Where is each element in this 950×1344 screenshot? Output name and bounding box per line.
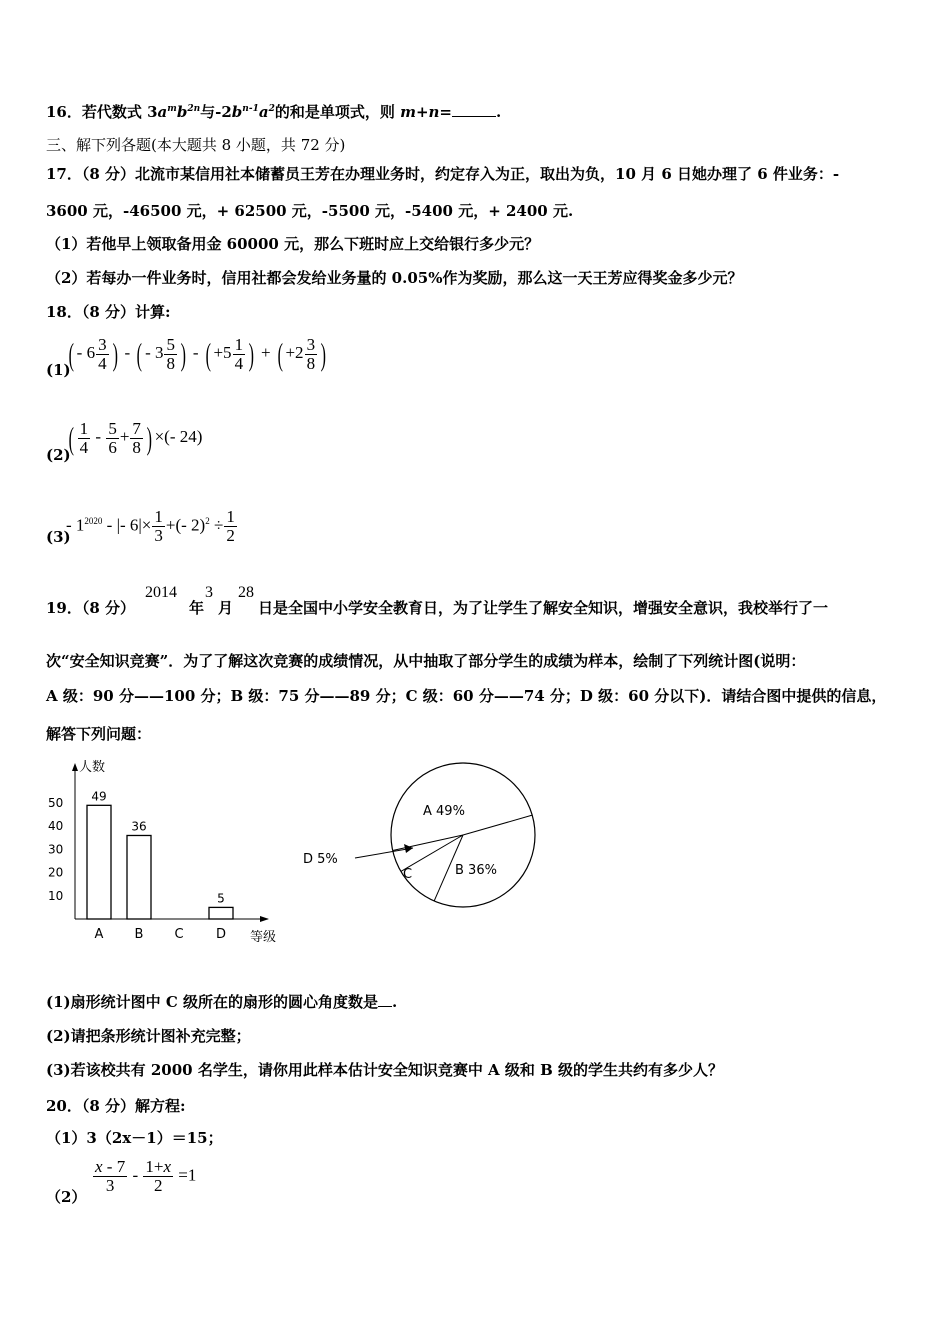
q17-line2: 3600 元，-46500 元，+ 62500 元，-5500 元，-5400 元，+ 2400 元. [46,202,574,220]
q19-day: 28 [238,584,254,601]
q19-date [145,584,177,602]
pie-label-b: B 36% [455,863,497,878]
q16-text-c: 的和是单项式，则 [274,103,401,121]
pie-label-d: D 5% [303,852,338,867]
q19-sub3: (3)若该校共有 2000 名学生，请你用此样本估计安全知识竞赛中 A 级和 B 级的学生共约有多少人？ [46,1061,724,1079]
bar-value-label: 49 [91,789,107,804]
q16-mn: m+n= [400,103,452,121]
y-tick-label: 20 [48,865,64,880]
x-tick-label: C [174,927,184,942]
bar-value-label: 36 [131,819,147,834]
q19-line4: 解答下列问题： [46,725,152,743]
section-3-heading: 三、解下列各题(本大题共 8 小题，共 72 分) [46,136,346,154]
pie-label-a: A 49% [423,804,465,819]
q20-sub2-label: （2） [46,1188,87,1206]
q17-sub1: （1）若他早上领取备用金 60000 元，那么下班时应上交给银行多少元？ [46,235,540,253]
x-tick-label: A [94,927,104,942]
q19-sub2: (2)请把条形统计图补充完整； [46,1027,251,1045]
pie-label-c: C [403,867,413,882]
q20-equation-2: $\frac{x - 7}{3}$ - $\frac{1+x}{2}$ =1 [95,1157,197,1195]
y-axis-arrow-icon [72,763,78,771]
bar-chart [40,755,290,950]
bar-value-label: 5 [217,891,225,906]
q16-line: 16．若代数式 $3a^mb^{2n}$与$-2b^{n-1}a^2$的和是单项式，则 m+n= . [46,103,502,121]
q20-sub1: （1）3（2x－1）＝15； [46,1129,223,1147]
q16-text-a: 若代数式 3 [81,103,158,121]
y-axis-label: 人数 [79,760,106,775]
q18-label-3: (3) [46,528,71,546]
q18-expression-1: ( - 6 $\frac{3}{4}$ ) - ( - 3 $\frac{5}{8}$ ) - ( +5 $\frac{1}{4}$ ) + ( +2 $\frac{3}{8}$ ) [68,334,327,373]
q18-expression-3: - $1^{2020}$ - |- 6|× $\frac{1}{3}$ +(- 2)$^2$ ÷ $\frac{1}{2}$ [66,507,235,545]
y-tick-label: 40 [48,819,64,834]
pie-chart [295,760,555,920]
y-tick-label: 10 [48,888,64,903]
bar-B [127,835,151,919]
q19-sub1-blank[interactable] [378,992,392,1007]
q19-line3: A 级：90 分——100 分；B 级：75 分——89 分；C 级：60 分——74 分；D 级：60 分以下)．请结合图中提供的信息， [46,687,887,705]
x-axis-arrow-icon [260,916,269,922]
q16-text-b: 与-2 [200,103,232,121]
q18-title: 18．（8 分）计算: [46,303,171,321]
bar-A [87,805,111,919]
q19-line1-rest: 日是全国中小学安全教育日，为了让学生了解安全知识，增强安全意识，我校举行了一 [258,599,829,617]
q19-sub1: (1)扇形统计图中 C 级所在的扇形的圆心角度数是 . [46,993,398,1011]
q18-label-1: (1) [46,361,71,379]
x-axis-label: 等级 [250,930,277,945]
q20-title: 20．（8 分）解方程: [46,1097,186,1115]
q19-line1: 19．（8 分） [46,599,136,617]
q19-year: 2014 [145,584,177,601]
x-tick-label: D [215,927,227,942]
q17-line1: 17．（8 分）北流市某信用社本储蓄员王芳在办理业务时，约定存入为正，取出为负，10 月 6 日她办理了 6 件业务：- [46,165,840,183]
q16-number: 16． [46,103,82,121]
bar-D [209,907,233,919]
y-tick-label: 50 [48,796,64,810]
x-tick-label: B [134,927,144,942]
q18-label-2: (2) [46,446,71,464]
q19-line2: 次“安全知识竞赛”．为了了解这次竞赛的成绩情况，从中抽取了部分学生的成绩为样本，绘制了下列统计图(说明： [46,652,806,670]
q19-month: 3 [205,584,213,601]
q16-answer-blank[interactable] [452,102,496,117]
y-tick-label: 30 [48,842,64,857]
q17-sub2: （2）若每办一件业务时，信用社都会发给业务量的 0.05%作为奖励，那么这一天王芳应得奖金多少元？ [46,269,743,287]
q18-expression-2: ( $\frac{1}{4}$ - $\frac{5}{6}$ + $\frac{7}{8}$ ) ×(- 24) [68,418,203,457]
